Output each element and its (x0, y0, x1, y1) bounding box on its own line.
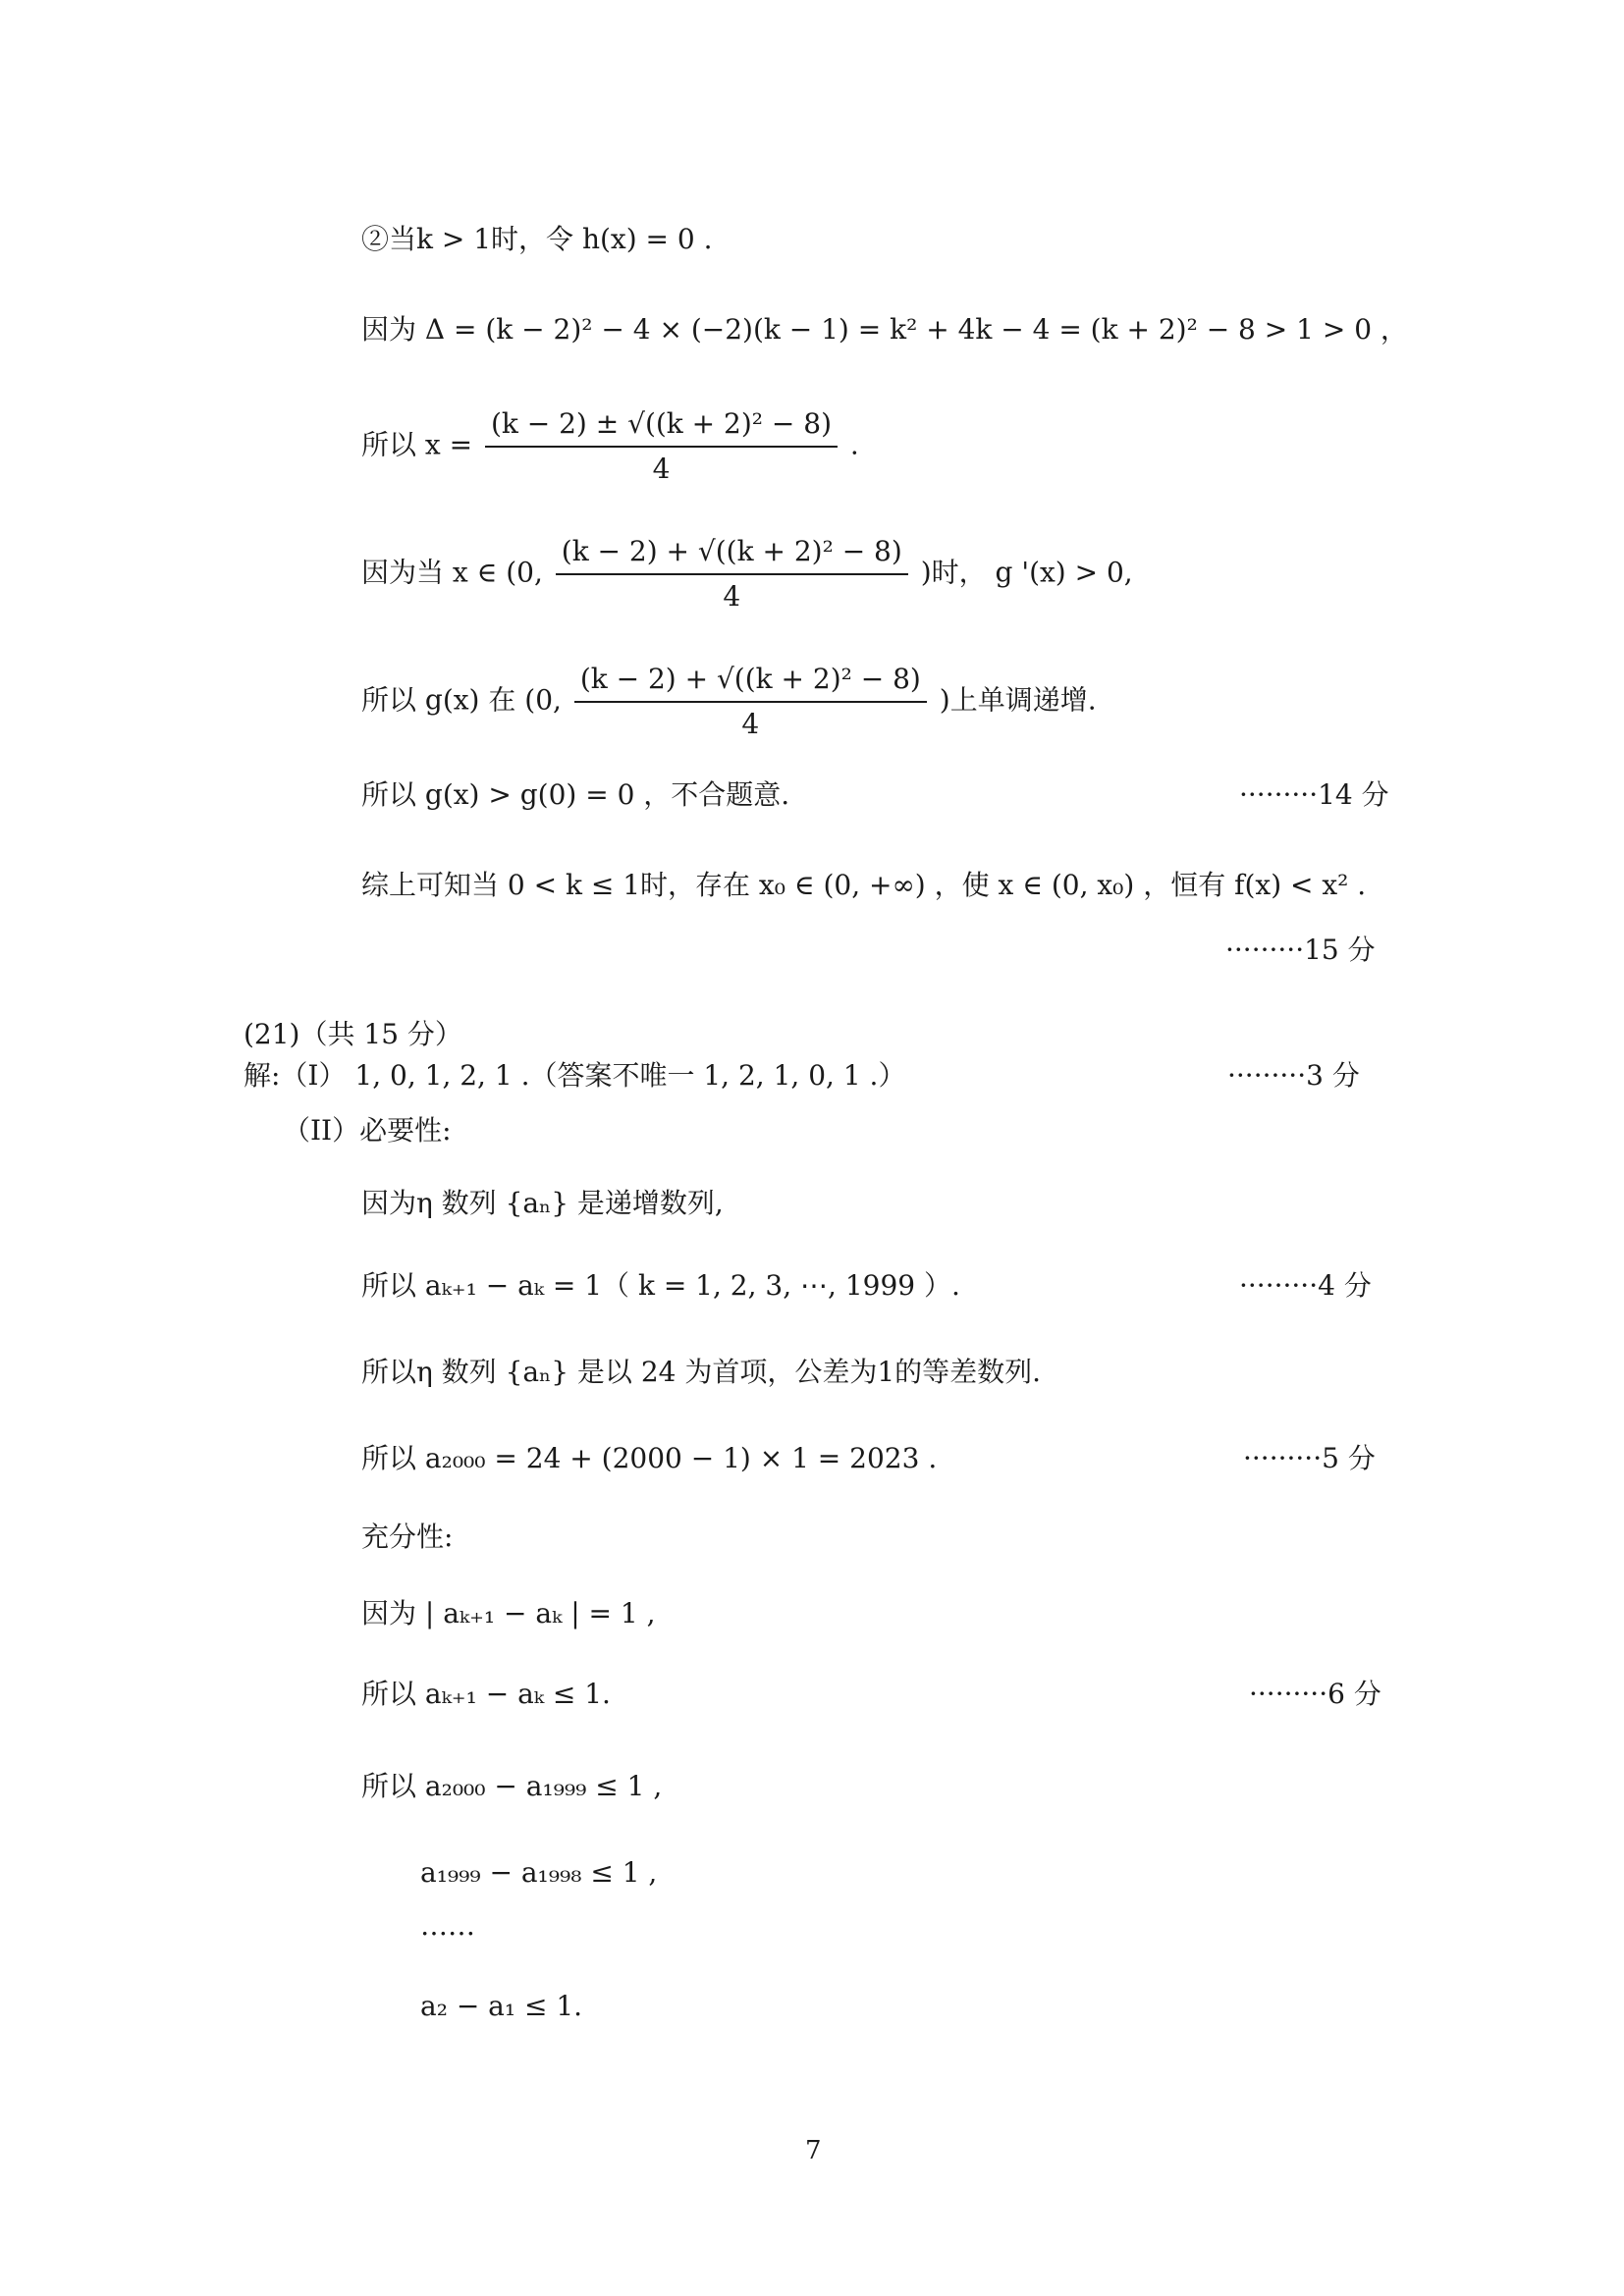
score-14: ·········14 分 (1239, 778, 1389, 811)
roots-fraction (485, 404, 838, 489)
monotonic-fraction (574, 660, 927, 744)
monotonic-prefix: 所以 g(x) 在 (0, (361, 683, 562, 717)
derivative-fraction (556, 532, 908, 616)
score-15: ·········15 分 (1225, 934, 1376, 966)
score-5: ·········5 分 (1243, 1442, 1376, 1474)
score-4: ·········4 分 (1239, 1269, 1372, 1302)
diff-le-1-line: 所以 aₖ₊₁ − aₖ ≤ 1. (361, 1678, 611, 1710)
score-6: ·········6 分 (1249, 1678, 1381, 1710)
roots-prefix: 所以 x = (361, 428, 473, 461)
monotonic-denominator: 4 (741, 708, 760, 740)
score-3: ·········3 分 (1227, 1059, 1360, 1092)
roots-suffix: . (849, 428, 859, 461)
chain-line-last: a₂ − a₁ ≤ 1. (420, 1990, 583, 2022)
chain-line-2: a₁₉₉₉ − a₁₉₉₈ ≤ 1 , (420, 1856, 658, 1889)
derivative-line (361, 532, 1133, 616)
difference-line: 所以 aₖ₊₁ − aₖ = 1（ k = 1, 2, 3, ⋯, 1999 ）. (361, 1269, 960, 1302)
monotonic-suffix: )上单调递增. (939, 683, 1097, 717)
abs-diff-line: 因为 | aₖ₊₁ − aₖ | = 1 , (361, 1597, 656, 1629)
monotonic-numerator: (k − 2) + √((k + 2)² − 8) (574, 660, 927, 703)
increasing-sequence-line: 因为η 数列 {aₙ} 是递增数列, (361, 1187, 724, 1219)
part-2-necessity-heading: （II）必要性: (283, 1114, 452, 1147)
arithmetic-line: 所以η 数列 {aₙ} 是以 24 为首项，公差为1的等差数列. (361, 1356, 1042, 1388)
chain-line-1: 所以 a₂₀₀₀ − a₁₉₉₉ ≤ 1 , (361, 1770, 663, 1802)
case-2-line: ②当k > 1时，令 h(x) = 0 . (361, 223, 713, 255)
conclusion-line: 综上可知当 0 < k ≤ 1时，存在 x₀ ∈ (0, +∞) ，使 x ∈ (0, x₀) ，恒有 f(x) < x² . (361, 869, 1367, 901)
a2000-line: 所以 a₂₀₀₀ = 24 + (2000 − 1) × 1 = 2023 . (361, 1442, 938, 1474)
sufficiency-heading: 充分性: (361, 1521, 454, 1553)
part-1-answer: 解:（I） 1, 0, 1, 2, 1 .（答案不唯一 1, 2, 1, 0, 1 .） (244, 1059, 906, 1092)
roots-denominator: 4 (652, 453, 671, 485)
chain-ellipsis: …… (420, 1909, 475, 1942)
contradiction-line: 所以 g(x) > g(0) = 0 ，不合题意. (361, 778, 790, 811)
problem-21-heading: (21)（共 15 分） (244, 1018, 462, 1050)
derivative-suffix: )时， g '(x) > 0, (920, 556, 1133, 589)
roots-line (361, 404, 859, 489)
discriminant-line: 因为 Δ = (k − 2)² − 4 × (−2)(k − 1) = k² + 4k − 4 = (k + 2)² − 8 > 1 > 0 ， (361, 313, 1408, 346)
page-number: 7 (805, 2136, 822, 2165)
roots-numerator: (k − 2) ± √((k + 2)² − 8) (485, 404, 838, 448)
monotonic-line (361, 660, 1097, 744)
derivative-denominator: 4 (723, 580, 741, 613)
derivative-prefix: 因为当 x ∈ (0, (361, 556, 543, 589)
derivative-numerator: (k − 2) + √((k + 2)² − 8) (556, 532, 908, 575)
